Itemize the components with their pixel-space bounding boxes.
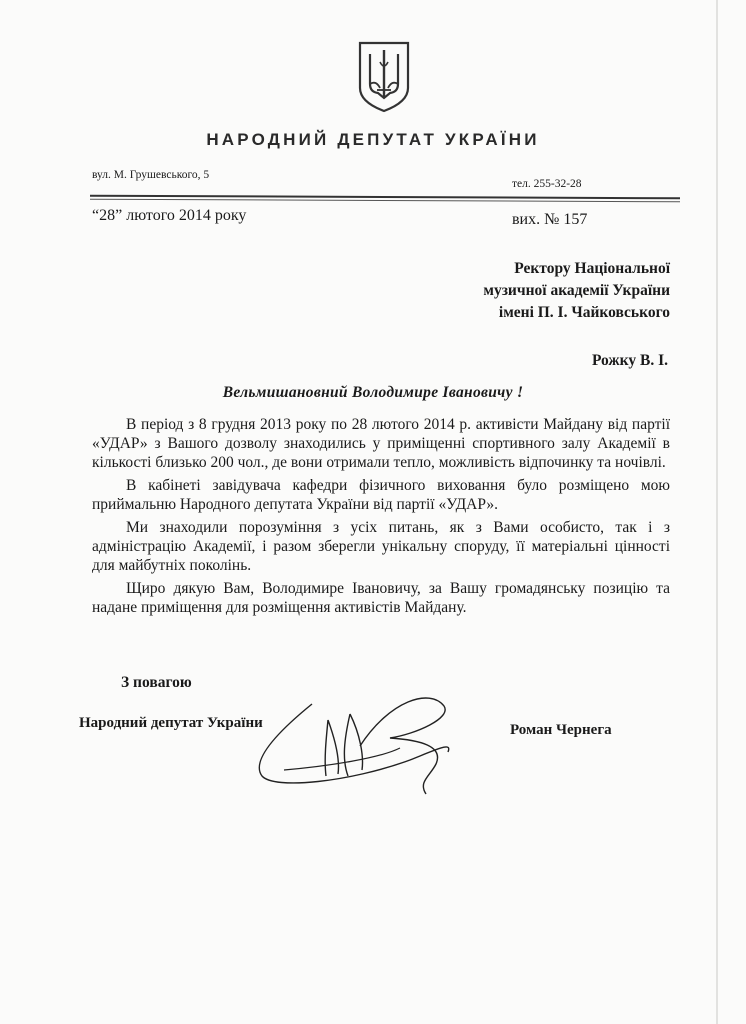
letter-date: “28” лютого 2014 року: [92, 207, 247, 224]
letterhead-title: НАРОДНИЙ ДЕПУТАТ УКРАЇНИ: [206, 130, 540, 149]
salutation: Вельмишановний Володимире Івановичу !: [222, 384, 524, 401]
handwritten-signature-icon: [240, 690, 490, 800]
body-paragraph: Ми знаходили порозуміння з усіх питань, як з Вами особисто, так і з адміністрацію Академії, і разом зберегли унікальну споруду, її матеріальні цінності для майбутніх поколінь.: [92, 519, 670, 574]
letterhead-phone: тел. 255-32-28: [512, 178, 582, 190]
recipient-line: музичної академії України: [483, 282, 670, 299]
trident-coat-of-arms-icon: [356, 40, 412, 114]
signer-position: Народний депутат України: [79, 715, 263, 731]
body-paragraph: Щиро дякую Вам, Володимире Івановичу, за Вашу громадянську позицію та надане приміщення для розміщення активістів Майдану.: [92, 580, 670, 616]
recipient-line: Ректору Національної: [514, 260, 670, 277]
signer-name: Роман Чернега: [510, 722, 612, 738]
closing: З повагою: [121, 674, 192, 691]
letterhead-address: вул. М. Грушевського, 5: [92, 169, 210, 181]
outgoing-number: вих. № 157: [512, 211, 588, 228]
recipient-block: [483, 258, 670, 324]
page-edge: [716, 0, 718, 1024]
letter-body: [92, 415, 670, 621]
body-paragraph: В кабінеті завідувача кафедри фізичного виховання було розміщено мою приймальню Народного депутата України від партії «УДАР».: [92, 477, 670, 513]
recipient-line: імені П. І. Чайковського: [498, 304, 670, 321]
letterhead-rule-thin: [90, 199, 680, 203]
body-paragraph: В період з 8 грудня 2013 року по 28 лютого 2014 р. активісти Майдану від партії «УДАР» з Вашого дозволу знаходились у приміщенні спортивного залу Академії в кількості близько 200 чол., де вони отримали тепло, можливість відпочинку та ночівлі.: [92, 416, 670, 471]
recipient-name: Рожку В. І.: [591, 352, 668, 369]
